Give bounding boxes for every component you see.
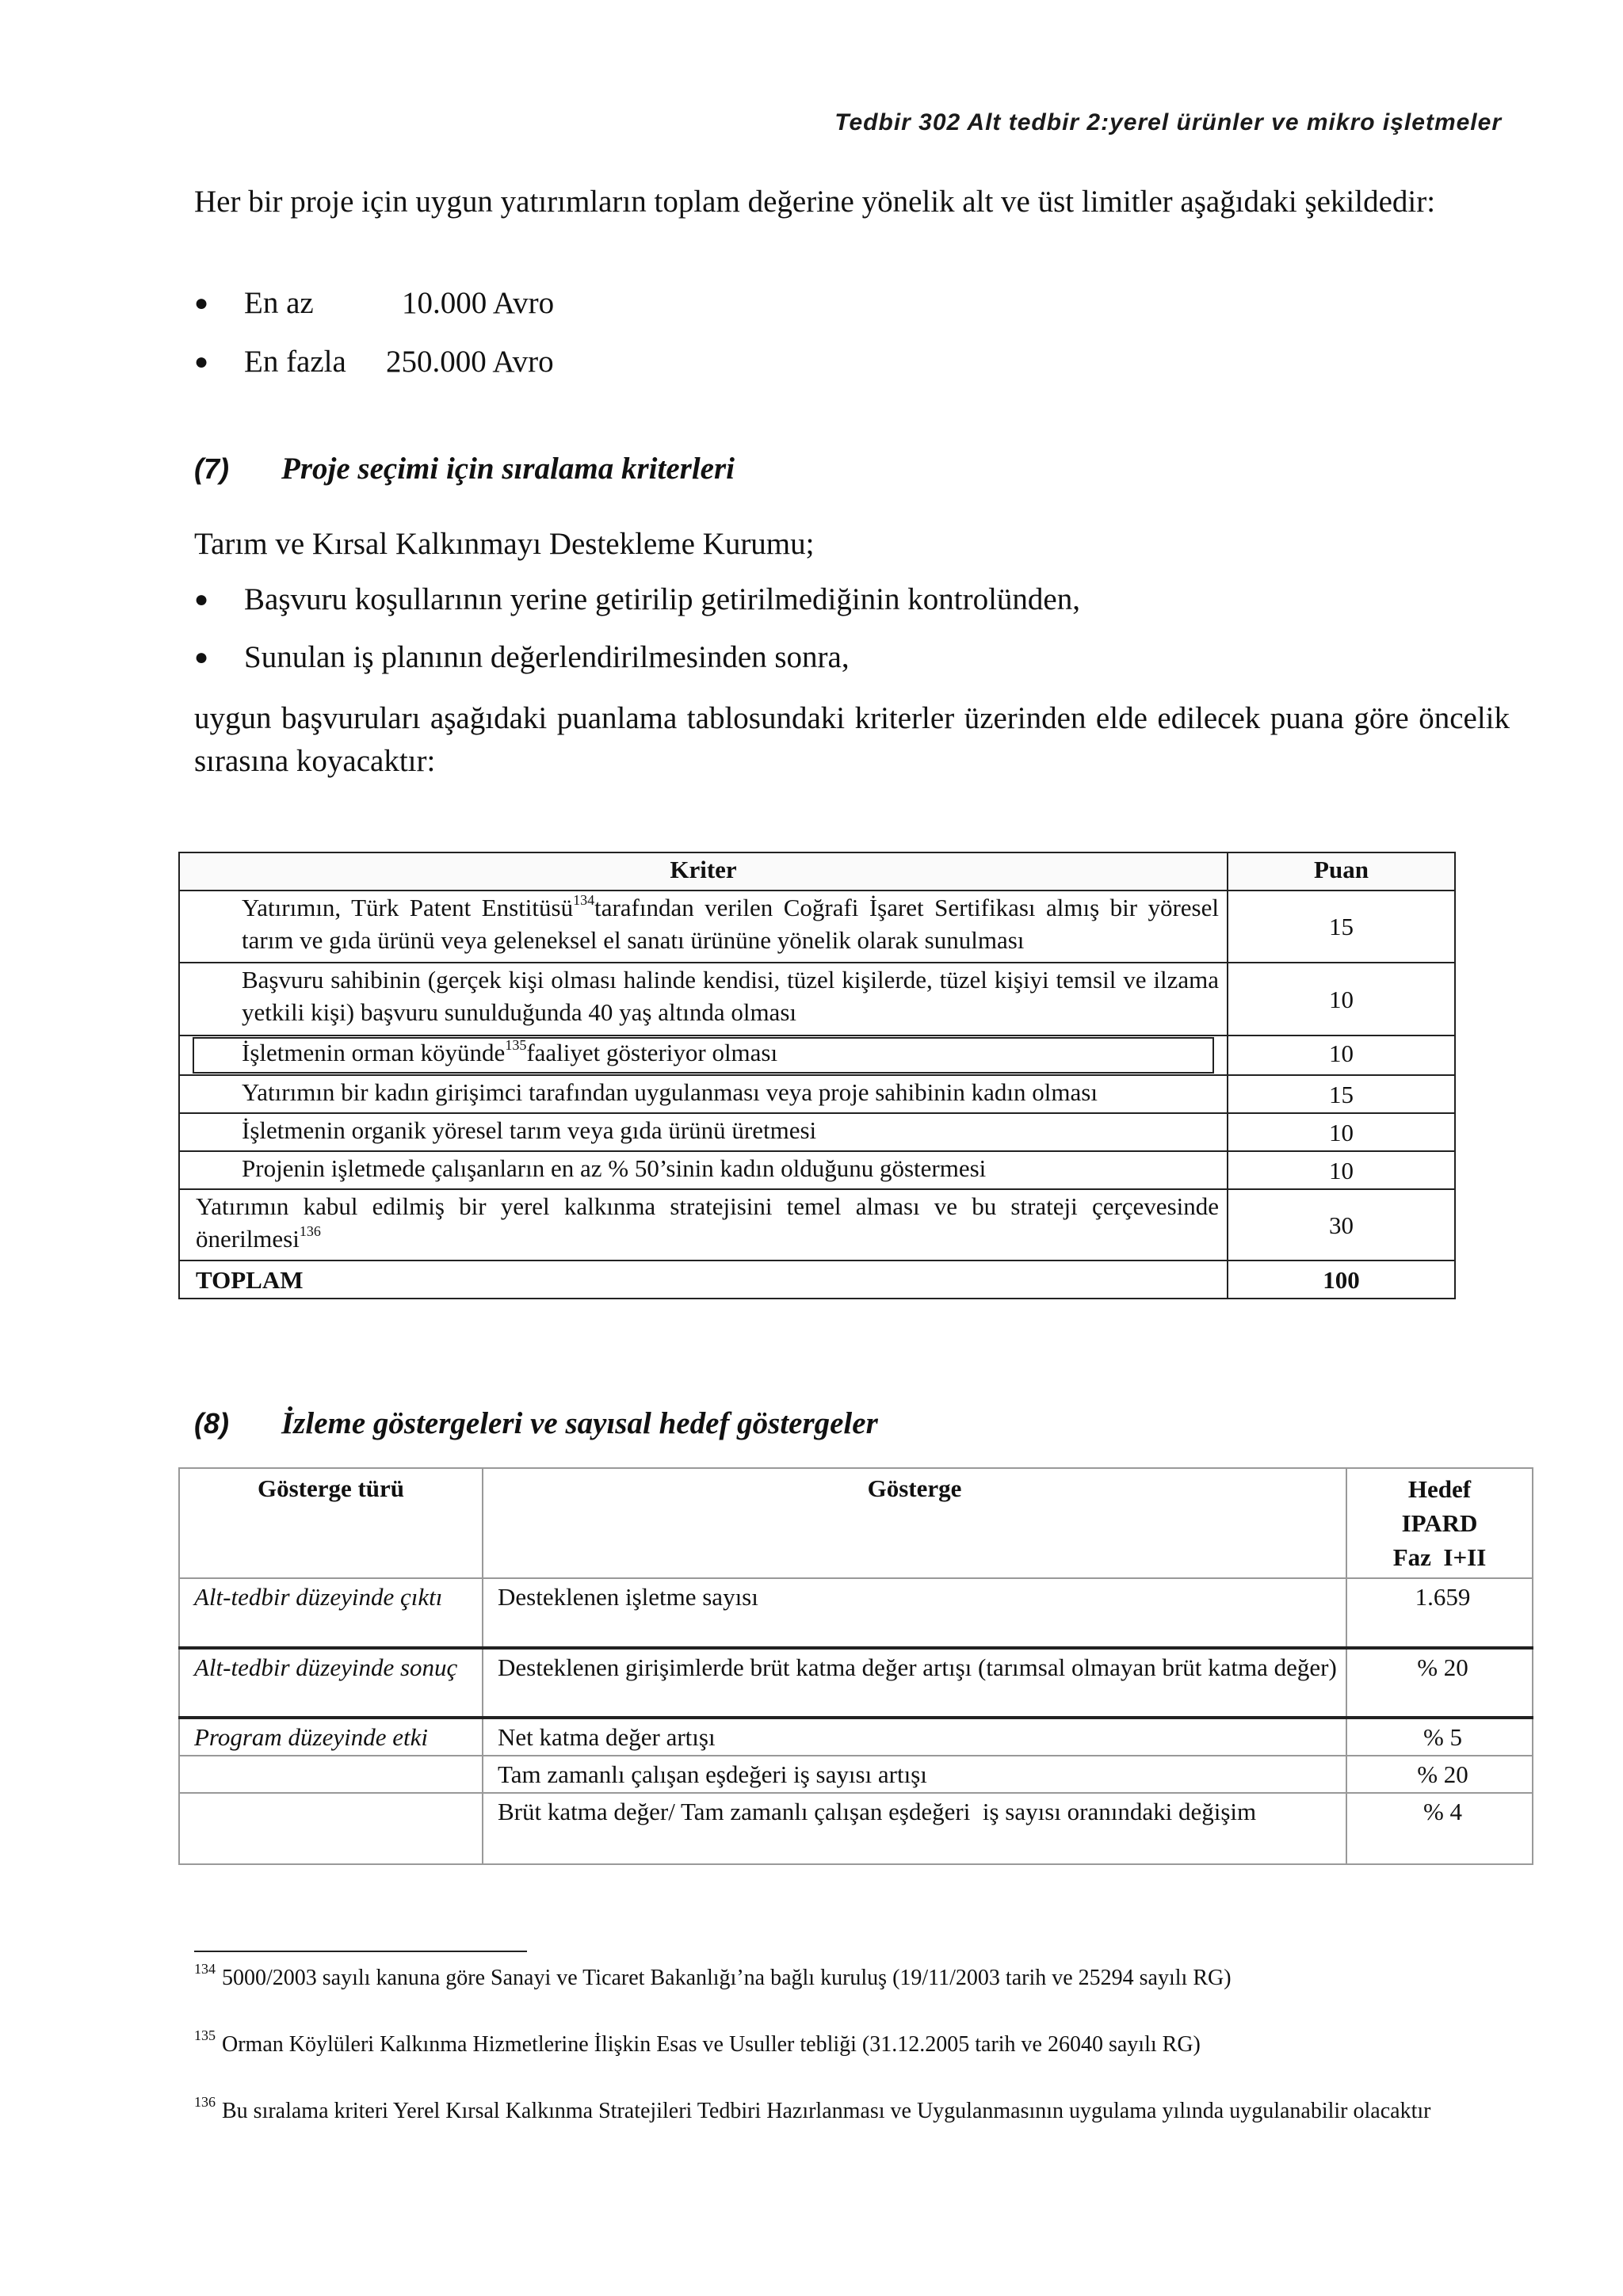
criterion-cell bbox=[179, 1151, 1228, 1189]
indicator-cell: Desteklenen işletme sayısı bbox=[483, 1578, 1346, 1648]
points-cell: 15 bbox=[1228, 891, 1455, 963]
criteria-table bbox=[178, 852, 1456, 1299]
indicator-type-cell bbox=[179, 1756, 483, 1793]
indicator-row bbox=[179, 1793, 1533, 1864]
points-cell: 10 bbox=[1228, 1151, 1455, 1189]
criterion-text: Yatırımın, Türk Patent Enstitüsü bbox=[242, 894, 574, 921]
criterion-cell bbox=[179, 1075, 1228, 1113]
indicator-cell: Tam zamanlı çalışan eşdeğeri iş sayısı artışı bbox=[483, 1756, 1346, 1793]
indicator-type-cell: Alt-tedbir düzeyinde çıktı bbox=[179, 1578, 483, 1648]
indicator-cell: Desteklenen girişimlerde brüt katma değer artışı (tarımsal olmayan brüt katma değer) bbox=[483, 1648, 1346, 1718]
step-text: Sunulan iş planının değerlendirilmesinden sonra, bbox=[244, 640, 850, 674]
target-header-line: Faz I+II bbox=[1392, 1543, 1487, 1571]
criterion-text: Yatırımın kabul edilmiş bir yerel kalkınma stratejisini temel alması ve bu strateji çerçevesinde önerilmesi bbox=[196, 1192, 1219, 1253]
footnote-135 bbox=[194, 2027, 1510, 2060]
bullet-icon: ● bbox=[194, 349, 209, 375]
criteria-row bbox=[179, 1189, 1455, 1261]
criterion-text-cont: faaliyet gösteriyor olması bbox=[526, 1039, 778, 1066]
limit-value: 250.000 Avro bbox=[386, 345, 554, 379]
indicator-row bbox=[179, 1718, 1533, 1756]
footnote-number: 135 bbox=[194, 2027, 216, 2043]
footnote-text: Bu sıralama kriteri Yerel Kırsal Kalkınma Stratejileri Tedbiri Hazırlanması ve Uygulanmasının uygulama yılında uygulanabilir olacaktır bbox=[222, 2099, 1431, 2123]
criterion-cell bbox=[179, 1113, 1228, 1151]
points-cell: 30 bbox=[1228, 1189, 1455, 1261]
criterion-text: Başvuru sahibinin (gerçek kişi olması halinde kendisi, tüzel kişilerde, tüzel kişiyi temsil ve ilzama yetkili kişi) başvuru sunulduğunda 40 yaş altında olması bbox=[242, 966, 1219, 1026]
bullet-icon: ● bbox=[194, 644, 209, 670]
footnote-divider bbox=[194, 1951, 527, 1952]
points-header: Puan bbox=[1228, 852, 1455, 891]
indicator-row bbox=[179, 1756, 1533, 1793]
indicator-cell: Net katma değer artışı bbox=[483, 1718, 1346, 1756]
section-number: (8) bbox=[194, 1407, 229, 1440]
indicator-type-cell: Alt-tedbir düzeyinde sonuç bbox=[179, 1648, 483, 1718]
indicator-header: Gösterge bbox=[483, 1468, 1346, 1578]
target-cell: % 20 bbox=[1346, 1648, 1533, 1718]
total-label: TOPLAM bbox=[179, 1261, 1228, 1299]
indicator-type-cell: Program düzeyinde etki bbox=[179, 1718, 483, 1756]
criteria-row bbox=[179, 1075, 1455, 1113]
indicators-header-row bbox=[179, 1468, 1533, 1578]
target-header-line: Hedef bbox=[1407, 1475, 1472, 1503]
criterion-header: Kriter bbox=[179, 852, 1228, 891]
footnote-number: 136 bbox=[194, 2094, 216, 2110]
criteria-row bbox=[179, 1113, 1455, 1151]
criteria-row bbox=[179, 891, 1455, 963]
target-cell: % 4 bbox=[1346, 1793, 1533, 1864]
target-header bbox=[1346, 1468, 1533, 1578]
indicator-row bbox=[179, 1648, 1533, 1718]
criteria-header-row bbox=[179, 852, 1455, 891]
limit-label: En az bbox=[244, 286, 314, 320]
footnote-text: Orman Köylüleri Kalkınma Hizmetlerine İlişkin Esas ve Usuller tebliği (31.12.2005 tarih ve 26040 sayılı RG) bbox=[222, 2032, 1201, 2057]
agency-line: Tarım ve Kırsal Kalkınmayı Destekleme Kurumu; bbox=[194, 527, 815, 561]
footnote-ref: 135 bbox=[505, 1037, 527, 1053]
points-cell: 10 bbox=[1228, 1113, 1455, 1151]
footnote-134 bbox=[194, 1963, 1510, 1993]
step-text: Başvuru koşullarının yerine getirilip getirilmediğinin kontrolünden, bbox=[244, 582, 1080, 616]
target-cell: % 20 bbox=[1346, 1756, 1533, 1793]
criterion-cell bbox=[179, 1035, 1228, 1075]
criterion-cell bbox=[179, 1189, 1228, 1261]
indicator-cell: Brüt katma değer/ Tam zamanlı çalışan eşdeğeri iş sayısı oranındaki değişim bbox=[483, 1793, 1346, 1864]
section-title: Proje seçimi için sıralama kriterleri bbox=[281, 452, 735, 486]
criterion-text: İşletmenin orman köyünde bbox=[242, 1039, 506, 1066]
intro-paragraph: Her bir proje için uygun yatırımların toplam değerine yönelik alt ve üst limitler aşağıdaki şekildedir: bbox=[194, 185, 1436, 219]
criterion-cell bbox=[179, 891, 1228, 963]
ranking-paragraph: uygun başvuruları aşağıdaki puanlama tablosundaki kriterler üzerinden elde edilecek puana göre öncelik sırasına koyacaktır: bbox=[194, 701, 1510, 778]
bullet-icon: ● bbox=[194, 586, 209, 612]
target-cell: 1.659 bbox=[1346, 1578, 1533, 1648]
indicator-type-header: Gösterge türü bbox=[179, 1468, 483, 1578]
section-number: (7) bbox=[194, 452, 229, 485]
points-cell: 10 bbox=[1228, 963, 1455, 1035]
running-header: Tedbir 302 Alt tedbir 2:yerel ürünler ve mikro işletmeler bbox=[834, 109, 1502, 135]
limit-label: En fazla bbox=[244, 345, 346, 379]
bullet-icon: ● bbox=[194, 290, 209, 316]
criteria-row bbox=[179, 1151, 1455, 1189]
footnote-number: 134 bbox=[194, 1961, 216, 1977]
footnote-text: 5000/2003 sayılı kanuna göre Sanayi ve Ticaret Bakanlığı’na bağlı kuruluş (19/11/2003 tarih ve 25294 sayılı RG) bbox=[222, 1966, 1232, 1990]
total-points: 100 bbox=[1228, 1261, 1455, 1299]
indicators-table bbox=[178, 1467, 1533, 1865]
criterion-text: İşletmenin organik yöresel tarım veya gıda ürünü üretmesi bbox=[242, 1116, 817, 1144]
criterion-cell bbox=[179, 963, 1228, 1035]
section-8-heading bbox=[194, 1404, 878, 1444]
limit-value: 10.000 Avro bbox=[402, 286, 555, 320]
points-cell: 15 bbox=[1228, 1075, 1455, 1113]
indicator-type-cell bbox=[179, 1793, 483, 1864]
criterion-text: Projenin işletmede çalışanların en az % 50’sinin kadın olduğunu göstermesi bbox=[242, 1154, 987, 1182]
criteria-row bbox=[179, 963, 1455, 1035]
section-title: İzleme göstergeleri ve sayısal hedef göstergeler bbox=[281, 1406, 878, 1440]
target-cell: % 5 bbox=[1346, 1718, 1533, 1756]
footnote-ref: 134 bbox=[573, 892, 595, 908]
criteria-row bbox=[179, 1035, 1455, 1075]
footnote-ref: 136 bbox=[299, 1223, 321, 1239]
target-header-line: IPARD bbox=[1401, 1509, 1478, 1537]
points-cell: 10 bbox=[1228, 1035, 1455, 1075]
section-7-heading bbox=[194, 449, 735, 489]
total-row bbox=[179, 1261, 1455, 1299]
footnote-136 bbox=[194, 2096, 1510, 2126]
criterion-text-cont: tarafından verilen Coğrafi İşaret Sertifikası almış bir yöresel tarım ve gıda ürünü veya geleneksel el sanatı ürününe yönelik olarak sunulması bbox=[242, 894, 1219, 954]
criterion-text: Yatırımın bir kadın girişimci tarafından uygulanması veya proje sahibinin kadın olması bbox=[242, 1078, 1098, 1106]
indicator-row bbox=[179, 1578, 1533, 1648]
